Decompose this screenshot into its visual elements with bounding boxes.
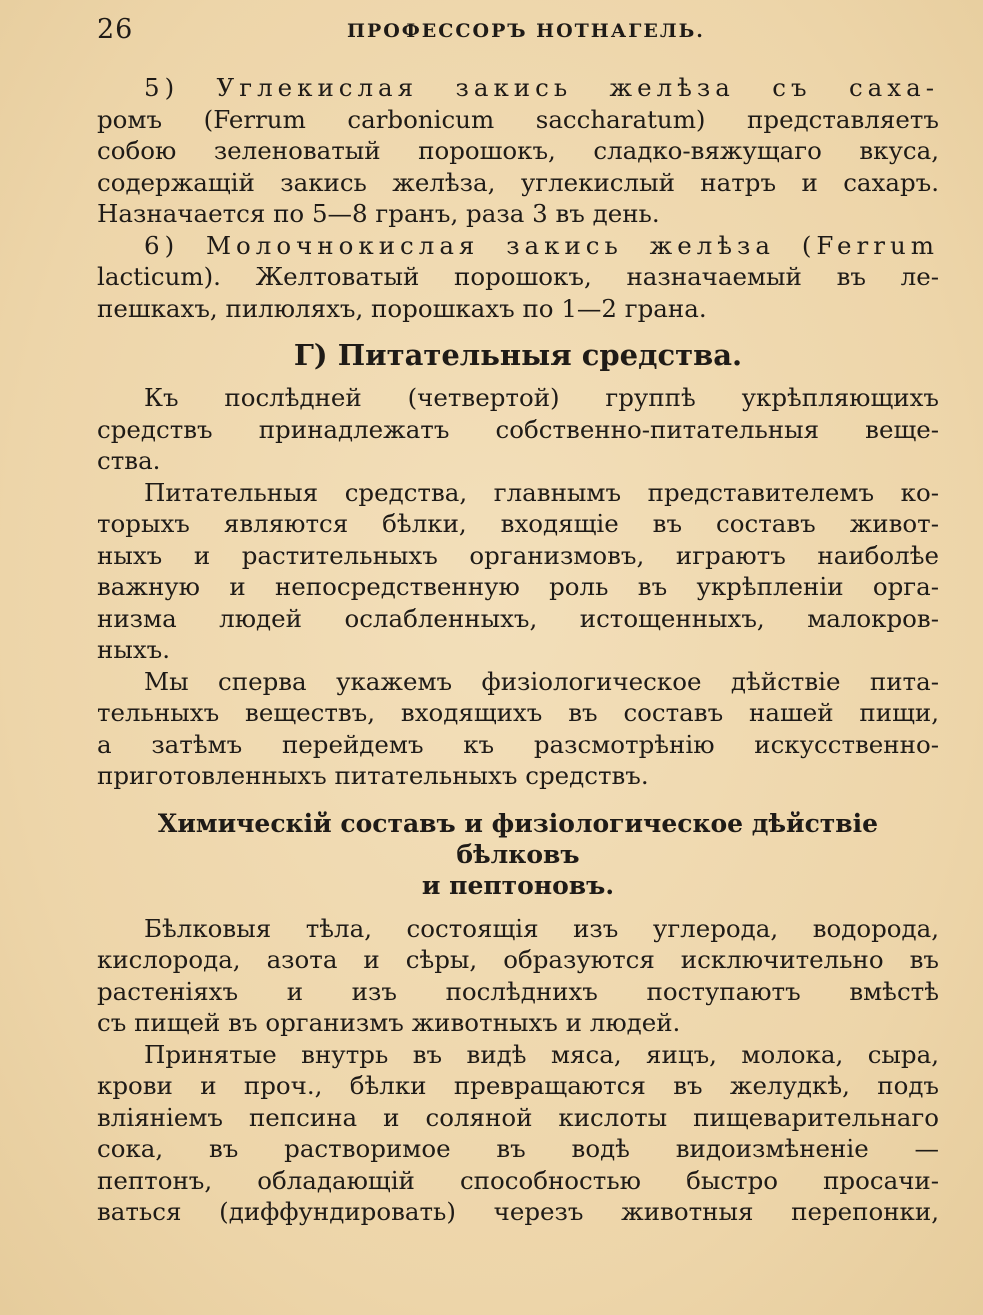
text-line: содержащій закись желѣза, углекислый натръ и сахаръ. <box>97 167 939 197</box>
text-line: Принятые внутрь въ видѣ мяса, яицъ, молока, сыра, <box>144 1039 939 1069</box>
subsection-heading-line: и пептоновъ. <box>421 870 615 900</box>
text-line: Къ послѣдней (четвертой) группѣ укрѣпляющихъ <box>144 383 939 412</box>
text-line: пешкахъ, пилюляхъ, порошкахъ по 1—2 грана. <box>97 293 707 323</box>
text-line: Бѣлковыя тѣла, состоящія изъ углерода, водорода, <box>144 913 939 943</box>
page-body <box>97 72 939 1228</box>
paragraph-plan <box>97 666 939 792</box>
text-line: крови и проч., бѣлки превращаются въ желудкѣ, подъ <box>97 1071 939 1100</box>
text-line: Мы сперва укажемъ физіологическое дѣйствіе пита- <box>144 666 939 696</box>
text-line: тельныхъ веществъ, входящихъ въ составъ нашей пищи, <box>97 698 939 727</box>
text-line: низма людей ослабленныхъ, истощенныхъ, малокров- <box>97 603 939 633</box>
text-line: ромъ (Ferrum carbonicum saccharatum) представляетъ <box>97 104 939 134</box>
text-line: ныхъ. <box>97 635 171 664</box>
page-number: 26 <box>97 14 134 45</box>
running-head <box>97 14 939 50</box>
text-line: Назначается по 5—8 гранъ, раза 3 въ день. <box>97 199 660 228</box>
text-line: сока, въ растворимое въ водѣ видоизмѣненіе — <box>97 1134 939 1163</box>
paragraph-digestion <box>97 1039 939 1228</box>
text-line: ства. <box>97 446 161 475</box>
text-line: пептонъ, обладающій способностью быстро просачи- <box>97 1165 939 1195</box>
text-line: 6) Молочнокислая закись желѣза (Ferrum <box>144 230 939 260</box>
text-line: Питательныя средства, главнымъ представителемъ ко- <box>144 477 939 507</box>
text-line: растеніяхъ и изъ послѣднихъ поступаютъ вмѣстѣ <box>97 976 939 1006</box>
text-line: а затѣмъ перейдемъ къ разсмотрѣнію искусственно- <box>97 729 939 759</box>
text-line: собою зеленоватый порошокъ, сладко-вяжущаго вкуса, <box>97 136 939 165</box>
text-line: ныхъ и растительныхъ организмовъ, играютъ наиболѣе <box>97 540 939 570</box>
text-line: средствъ принадлежатъ собственно-питательныя веще- <box>97 414 939 444</box>
paragraph-ferrum-carbonicum <box>97 72 939 230</box>
text-line: приготовленныхъ питательныхъ средствъ. <box>97 761 649 790</box>
text-line: вліяніемъ пепсина и соляной кислоты пищеварительнаго <box>97 1102 939 1132</box>
text-line: съ пищей въ организмъ животныхъ и людей. <box>97 1008 681 1037</box>
text-line: торыхъ являются бѣлки, входящіе въ составъ живот- <box>97 509 939 538</box>
text-line: кислорода, азота и сѣры, образуются исключительно въ <box>97 945 939 974</box>
running-title: ПРОФЕССОРЪ НОТНАГЕЛЬ. <box>347 20 705 42</box>
paragraph-nutrients <box>97 477 939 666</box>
text-line: важную и непосредственную роль въ укрѣпленіи орга- <box>97 572 939 601</box>
paragraph-intro <box>97 382 939 477</box>
subsection-heading-line: Химическій составъ и физіологическое дѣйствіе бѣлковъ <box>157 808 879 869</box>
text-line: 5) Углекислая закись желѣза съ саха- <box>144 73 939 102</box>
section-heading: Г) Питательныя средства. <box>293 338 743 372</box>
text-line: ваться (диффундировать) черезъ животныя перепонки, <box>97 1197 939 1226</box>
subsection-heading <box>97 808 939 901</box>
paragraph-ferrum-lacticum <box>97 230 939 325</box>
paragraph-proteins <box>97 913 939 1039</box>
text-line: lacticum). Желтоватый порошокъ, назначаемый въ ле- <box>97 262 939 291</box>
